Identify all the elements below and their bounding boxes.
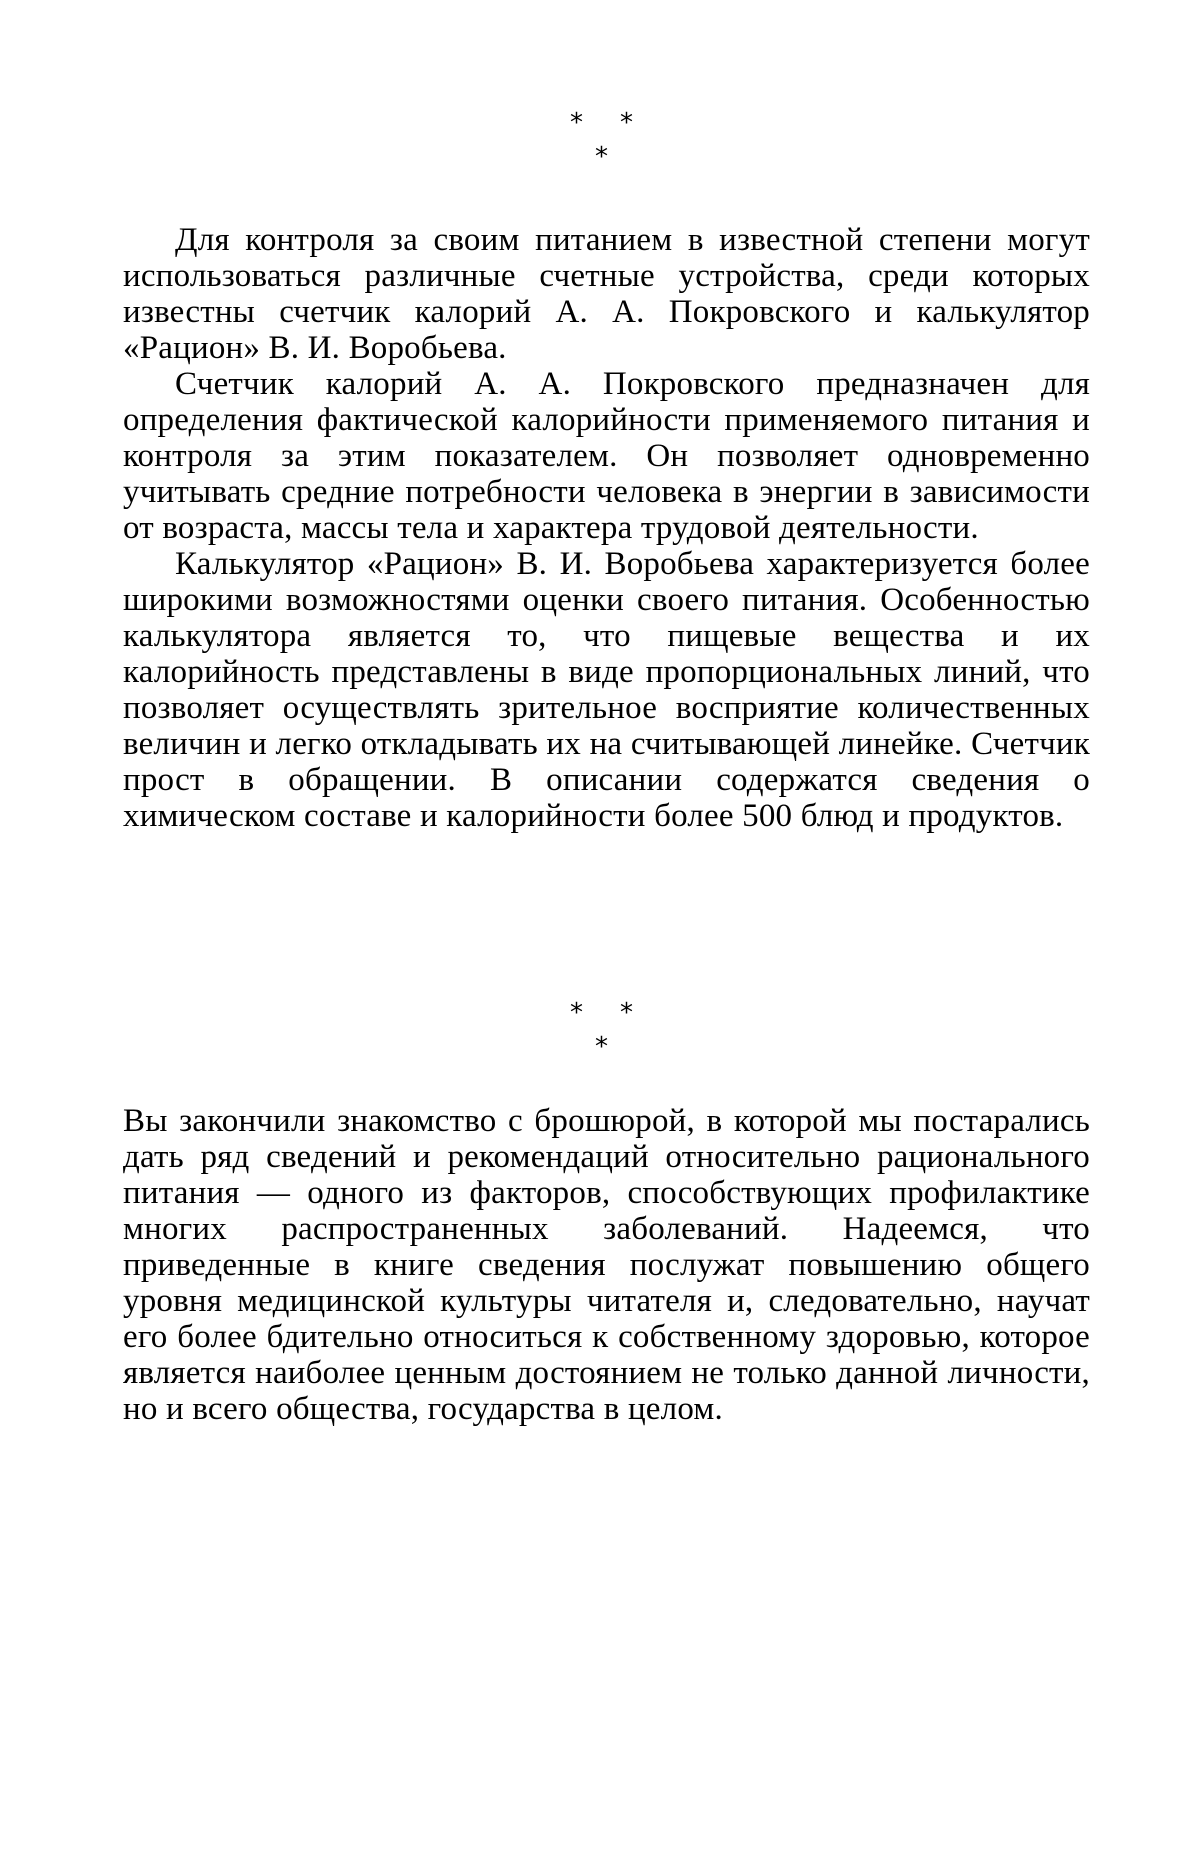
asterisk-mark: *: [595, 142, 608, 172]
section-conclusion: [123, 1103, 1090, 1427]
asterisk-mark: *: [620, 108, 633, 138]
section-calorie-devices: [123, 222, 1090, 834]
asterisk-mark: *: [620, 998, 633, 1028]
paragraph-conclusion: Вы закончили знакомство с брошюрой, в которой мы постарались дать ряд сведений и рекомендаций относительно рационального питания — одного из факторов, способствующих профилактике многих распространенных заболеваний. Надеемся, что приведенные в книге сведения послужат повышению общего уровня медицинской культуры читателя и, следовательно, научат его более бдительно относиться к собственному здоровью, которое является наиболее ценным достоянием не только данной личности, но и всего общества, государства в целом.: [123, 1103, 1090, 1427]
paragraph-counting-devices: Для контроля за своим питанием в известной степени могут использоваться различные счетные устройства, среди которых известны счетчик калорий А. А. Покровского и калькулятор «Рацион» В. И. Воробьева.: [123, 222, 1090, 366]
asterisk-mark: *: [595, 1032, 608, 1062]
asterism-separator-middle: [0, 1000, 1200, 1060]
paragraph-ration-calculator: Калькулятор «Рацион» В. И. Воробьева характеризуется более широкими возможностями оценки своего питания. Особенностью калькулятора является то, что пищевые вещества и их калорийность представлены в виде пропорциональных линий, что позволяет осуществлять зрительное восприятие количественных величин и легко откладывать их на считывающей линейке. Счетчик прост в обращении. В описании содержатся сведения о химическом составе и калорийности более 500 блюд и продуктов.: [123, 546, 1090, 834]
asterism-separator-top: [0, 110, 1200, 170]
asterisk-mark: *: [570, 998, 583, 1028]
asterisk-mark: *: [570, 108, 583, 138]
paragraph-pokrovsky-counter: Счетчик калорий А. А. Покровского предназначен для определения фактической калорийности применяемого питания и контроля за этим показателем. Он позволяет одновременно учитывать средние потребности человека в энергии в зависимости от возраста, массы тела и характера трудовой деятельности.: [123, 366, 1090, 546]
